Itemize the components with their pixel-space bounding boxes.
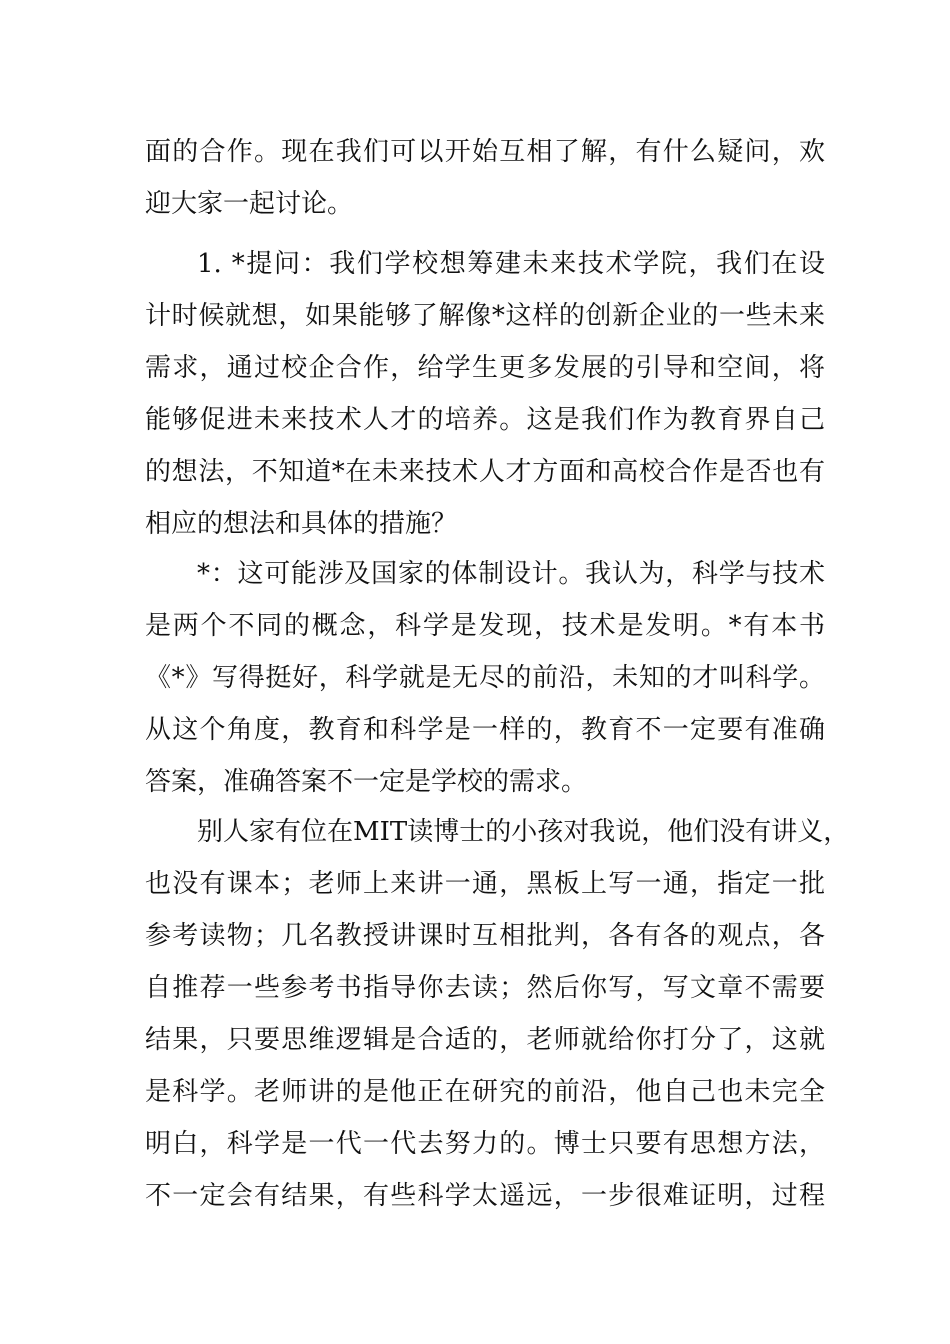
text-line: 结果，只要思维逻辑是合适的，老师就给你打分了，这就 — [145, 1025, 825, 1055]
text-line: 参考读物；几名教授讲课时互相批判，各有各的观点，各 — [145, 921, 825, 951]
text-line: 从这个角度，教育和科学是一样的，教育不一定要有准确 — [145, 715, 825, 745]
text-line: 能够促进未来技术人才的培养。这是我们作为教育界自己 — [145, 405, 825, 435]
text-line: 答案，准确答案不一定是学校的需求。 — [145, 767, 588, 797]
text-line: 面的合作。现在我们可以开始互相了解，有什么疑问，欢 — [145, 137, 825, 167]
text-line: 的想法，不知道*在未来技术人才方面和高校合作是否也有 — [145, 457, 825, 487]
text-line: 《*》写得挺好，科学就是无尽的前沿，未知的才叫科学。 — [145, 663, 825, 693]
text-line: 是科学。老师讲的是他正在研究的前沿，他自己也未完全 — [145, 1077, 825, 1107]
text-line: *：这可能涉及国家的体制设计。我认为，科学与技术 — [197, 559, 825, 589]
paragraph-intro-continuation — [145, 126, 825, 230]
paragraph-question-1 — [145, 238, 825, 550]
text-line: 也没有课本；老师上来讲一通，黑板上写一通，指定一批 — [145, 869, 825, 899]
text-line: 计时候就想，如果能够了解像*这样的创新企业的一些未来 — [145, 301, 825, 331]
text-line: 别人家有位在MIT读博士的小孩对我说，他们没有讲义， — [197, 817, 850, 847]
text-line: 不一定会有结果，有些科学太遥远，一步很难证明，过程 — [145, 1181, 825, 1211]
text-line: 是两个不同的概念，科学是发现，技术是发明。*有本书 — [145, 611, 825, 641]
paragraph-answer-1-continued — [145, 806, 850, 1222]
paragraph-answer-1 — [145, 548, 825, 808]
text-line: 需求，通过校企合作，给学生更多发展的引导和空间，将 — [145, 353, 825, 383]
text-line: 迎大家一起讨论。 — [145, 189, 354, 219]
text-line: 自推荐一些参考书指导你去读；然后你写，写文章不需要 — [145, 973, 825, 1003]
text-line: 相应的想法和具体的措施？ — [145, 509, 458, 539]
text-line: 1. *提问：我们学校想筹建未来技术学院，我们在设 — [197, 249, 825, 279]
text-line: 明白，科学是一代一代去努力的。博士只要有思想方法， — [145, 1129, 825, 1159]
